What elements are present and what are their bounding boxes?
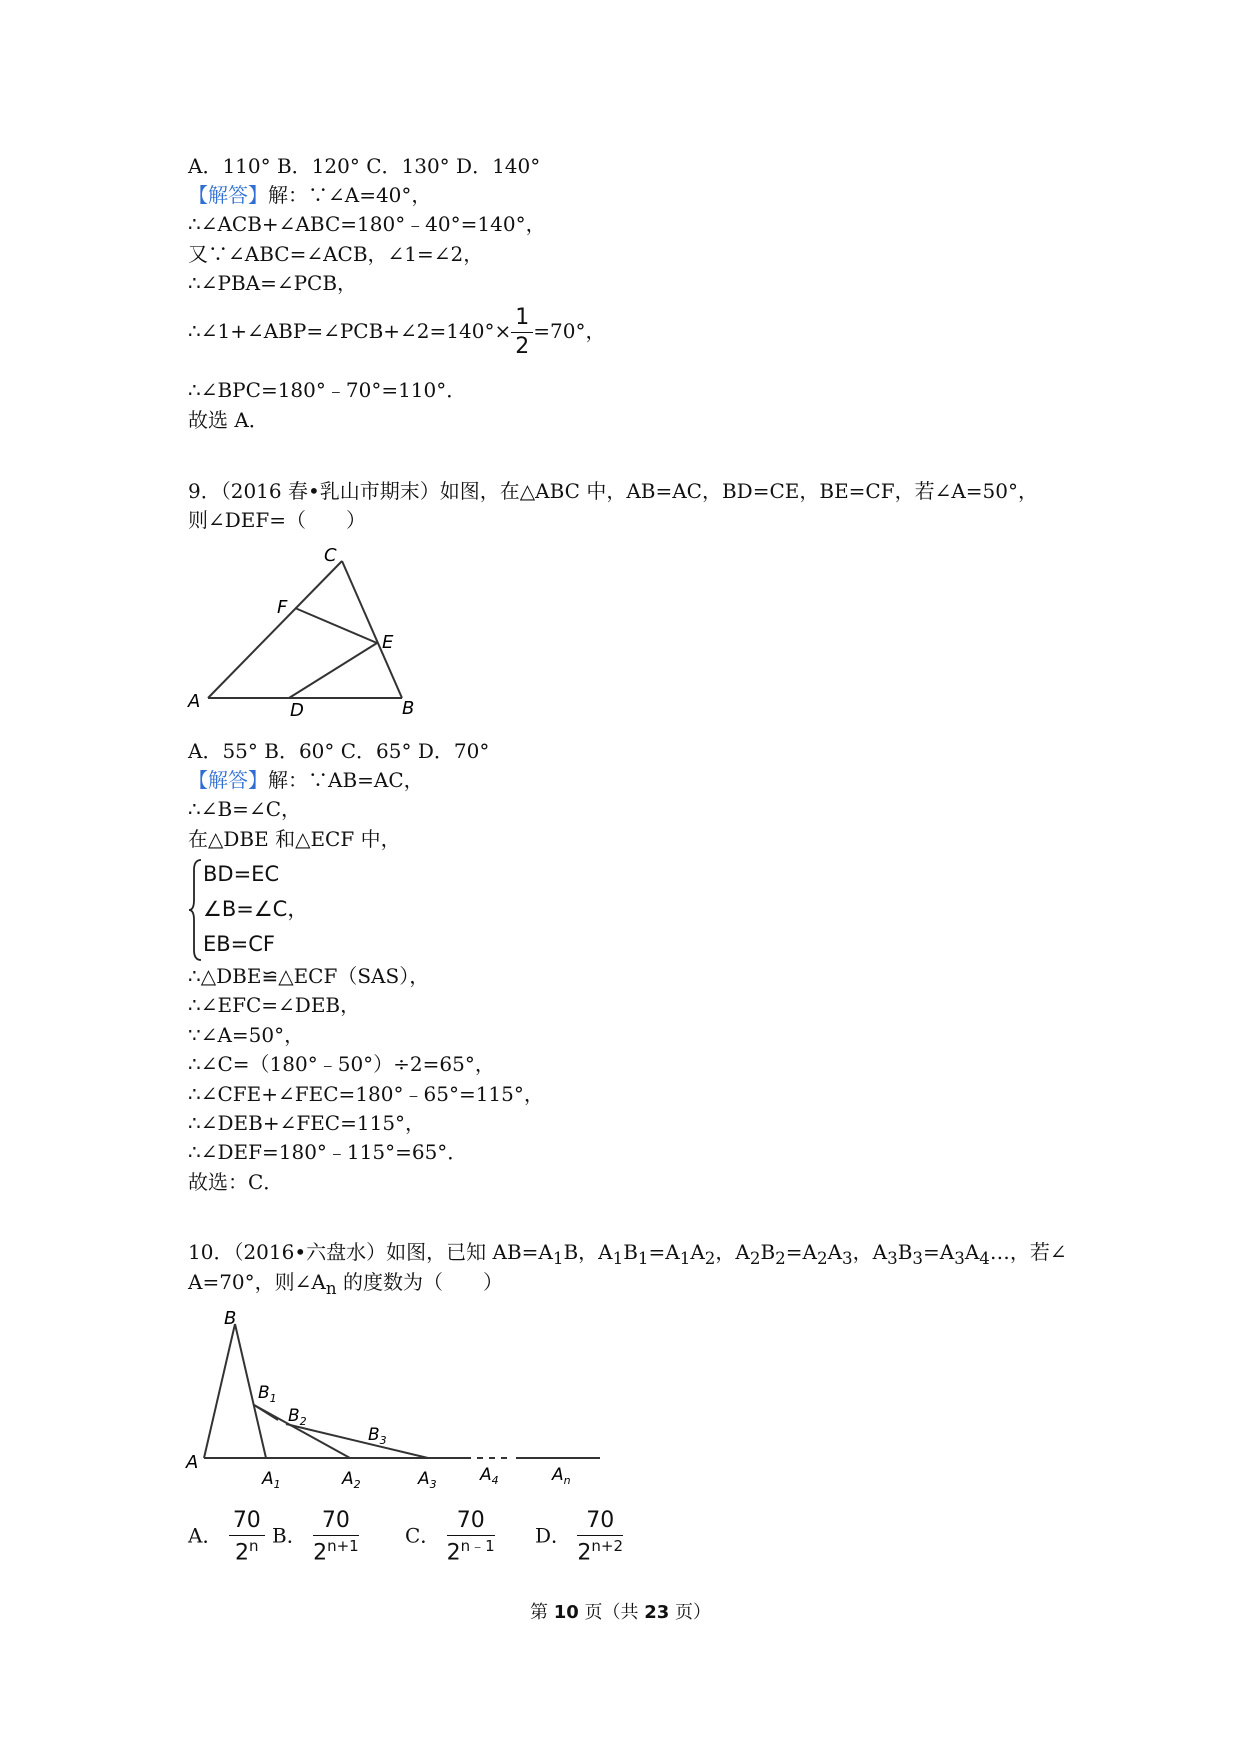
q10-option-c: [405, 1510, 495, 1564]
fraction-numerator: 1: [511, 307, 533, 333]
q10-sub: 1: [552, 1249, 564, 1268]
q9-line-6: ∵∠A=50°，: [188, 1023, 305, 1047]
footer-text: 页（共: [584, 1602, 639, 1623]
den-base: 2: [313, 1540, 328, 1566]
q10-stem-text: A: [827, 1240, 843, 1264]
den-exponent: n+2: [591, 1537, 624, 1555]
q10-sub: 1: [637, 1249, 649, 1268]
q8-line-7: 故选 A．: [188, 408, 269, 432]
q9-line-5: ∴∠EFC=∠DEB，: [188, 993, 361, 1017]
q8-options: A．110° B．120° C．130° D．140°: [188, 154, 541, 178]
fraction-denominator: 2: [515, 334, 530, 359]
answer-tag: 【解答】: [188, 183, 268, 207]
q10-option-d: [535, 1510, 623, 1564]
footer-text: 第: [529, 1602, 548, 1623]
fraction: [229, 1510, 265, 1564]
q10-stem-text: 的度数为（ ）: [336, 1270, 503, 1294]
q8-text: 解：∵∠A=40°，: [268, 183, 432, 207]
q9-stem-2: 则∠DEF=（ ）: [188, 508, 367, 532]
q10-figure: [180, 1300, 620, 1490]
q10-label-b1: $B_1$: [258, 1383, 277, 1405]
footer-total-pages: 23: [644, 1602, 670, 1623]
den-exponent: n: [249, 1537, 259, 1555]
fraction-half: [511, 307, 533, 358]
q10-sub: 2: [816, 1249, 828, 1268]
q10-option-a: [188, 1510, 265, 1564]
q10-stem-text: B: [897, 1240, 913, 1264]
q9-line-11: 故选：C．: [188, 1170, 284, 1194]
q9-line-10: ∴∠DEF=180°﹣115°=65°．: [188, 1140, 468, 1164]
q10-sub: 1: [612, 1249, 624, 1268]
answer-tag: 【解答】: [188, 768, 268, 792]
den-base: 2: [577, 1540, 592, 1566]
q10-sub: 4: [979, 1249, 990, 1268]
q10-label-a3: $A_3$: [418, 1469, 437, 1490]
q9-line-2: ∴∠B=∠C，: [188, 797, 301, 821]
q9-line-3: 在△DBE 和△ECF 中，: [188, 827, 401, 851]
fraction-denominator: [447, 1536, 495, 1564]
q8-answer-line-1: [188, 181, 431, 209]
q10-stem-text: A: [964, 1240, 980, 1264]
q10-sub: 2: [704, 1249, 716, 1268]
q9-label-b: B: [402, 698, 415, 719]
fraction-numerator: 70: [577, 1510, 623, 1536]
q9-line-7: ∴∠C=（180°﹣50°）÷2=65°，: [188, 1052, 495, 1076]
option-letter: C．: [405, 1523, 441, 1548]
den-base: 2: [235, 1540, 250, 1566]
q9-line-9: ∴∠DEB+∠FEC=115°，: [188, 1111, 426, 1135]
q10-stem-2: [188, 1268, 503, 1303]
fraction: [577, 1510, 623, 1564]
q9-text: 解：∵AB=AC，: [268, 768, 424, 792]
q10-option-b: [272, 1510, 359, 1564]
option-letter: B．: [272, 1523, 307, 1548]
q9-answer-line-1: [188, 766, 424, 794]
footer-page-number: 10: [553, 1602, 579, 1623]
q9-system-eq-2: ∠B=∠C，: [203, 897, 309, 921]
q9-label-c: C: [324, 545, 337, 566]
den-exponent: n+1: [327, 1537, 359, 1555]
option-letter: A．: [188, 1523, 223, 1548]
q10-label-a1: $A_1$: [262, 1469, 281, 1490]
q10-stem-text: B: [623, 1240, 638, 1264]
q10-stem-text: ，A: [715, 1240, 750, 1264]
q8-line-5: [188, 300, 605, 362]
q9-triangle-figure: [180, 540, 440, 720]
q10-stem-text: A=70°，则∠A: [188, 1270, 326, 1294]
q9-line-4: ∴△DBE≌△ECF（SAS），: [188, 964, 430, 988]
q10-stem-text: =A: [785, 1240, 817, 1264]
q10-label-a: A: [186, 1452, 199, 1473]
q9-stem-1: 9．（2016 春•乳山市期末）如图，在△ABC 中，AB=AC，BD=CE，BE=CF，若∠A=50°，: [188, 479, 1039, 503]
den-base: 2: [446, 1540, 461, 1566]
q9-line-8: ∴∠CFE+∠FEC=180°﹣65°=115°，: [188, 1082, 544, 1106]
q9-label-a: A: [188, 691, 201, 712]
fraction: [447, 1510, 495, 1564]
q8-line-5-pre: ∴∠1+∠ABP=∠PCB+∠2=140°×: [188, 319, 512, 343]
q10-sub: 3: [954, 1249, 965, 1268]
fraction-numerator: 70: [229, 1510, 265, 1536]
q9-system-brace: [188, 858, 204, 962]
q10-sub: n: [325, 1279, 337, 1298]
q8-line-2: ∴∠ACB+∠ABC=180°﹣40°=140°，: [188, 212, 546, 236]
footer-text: 页）: [675, 1602, 712, 1623]
fraction-denominator: [313, 1536, 359, 1564]
q10-stem-text: B，A: [563, 1240, 613, 1264]
fraction-denominator: [577, 1536, 623, 1564]
q10-stem-text: B: [760, 1240, 776, 1264]
q10-stem-text: =A: [648, 1240, 680, 1264]
fraction-numerator: 70: [447, 1510, 495, 1536]
q8-line-3: 又∵∠ABC=∠ACB，∠1=∠2，: [188, 242, 484, 266]
q9-system-eq-3: EB=CF: [203, 932, 276, 956]
q10-sub: 1: [679, 1249, 691, 1268]
q10-stem-text: A: [690, 1240, 705, 1264]
q9-system-eq-1: BD=EC: [203, 862, 280, 886]
q10-label-a4: $A_4$: [480, 1465, 499, 1487]
q10-stem-text: =A: [923, 1240, 955, 1264]
q10-sub: 2: [775, 1249, 786, 1268]
fraction: [313, 1510, 359, 1564]
page-footer: [0, 1598, 1241, 1624]
q8-line-6: ∴∠BPC=180°﹣70°=110°．: [188, 378, 467, 402]
q10-label-b: B: [224, 1308, 237, 1329]
q10-stem-text: 10．（2016•六盘水）如图，已知 AB=A: [188, 1240, 553, 1264]
q10-stem-text: ，A: [852, 1240, 888, 1264]
q10-label-b2: $B_2$: [288, 1406, 307, 1428]
q10-label-b3: $B_3$: [368, 1425, 387, 1447]
q10-stem-text: …，若∠: [989, 1240, 1067, 1264]
option-letter: D．: [535, 1523, 572, 1548]
fraction-denominator: [229, 1536, 265, 1564]
q9-label-f: F: [277, 597, 288, 618]
q9-label-e: E: [382, 632, 394, 653]
q10-sub: 3: [887, 1249, 898, 1268]
fraction-numerator: 70: [313, 1510, 359, 1536]
q9-label-d: D: [290, 700, 304, 720]
den-exponent: n﹣1: [460, 1537, 495, 1555]
q9-options: A．55° B．60° C．65° D．70°: [188, 739, 490, 763]
q10-sub: 3: [842, 1249, 853, 1268]
q8-line-4: ∴∠PBA=∠PCB，: [188, 271, 358, 295]
q10-label-an: $A_n$: [552, 1465, 571, 1487]
q10-sub: 2: [749, 1249, 761, 1268]
q8-line-5-post: =70°，: [533, 319, 606, 343]
q10-label-a2: $A_2$: [342, 1469, 361, 1490]
q10-sub: 3: [912, 1249, 924, 1268]
